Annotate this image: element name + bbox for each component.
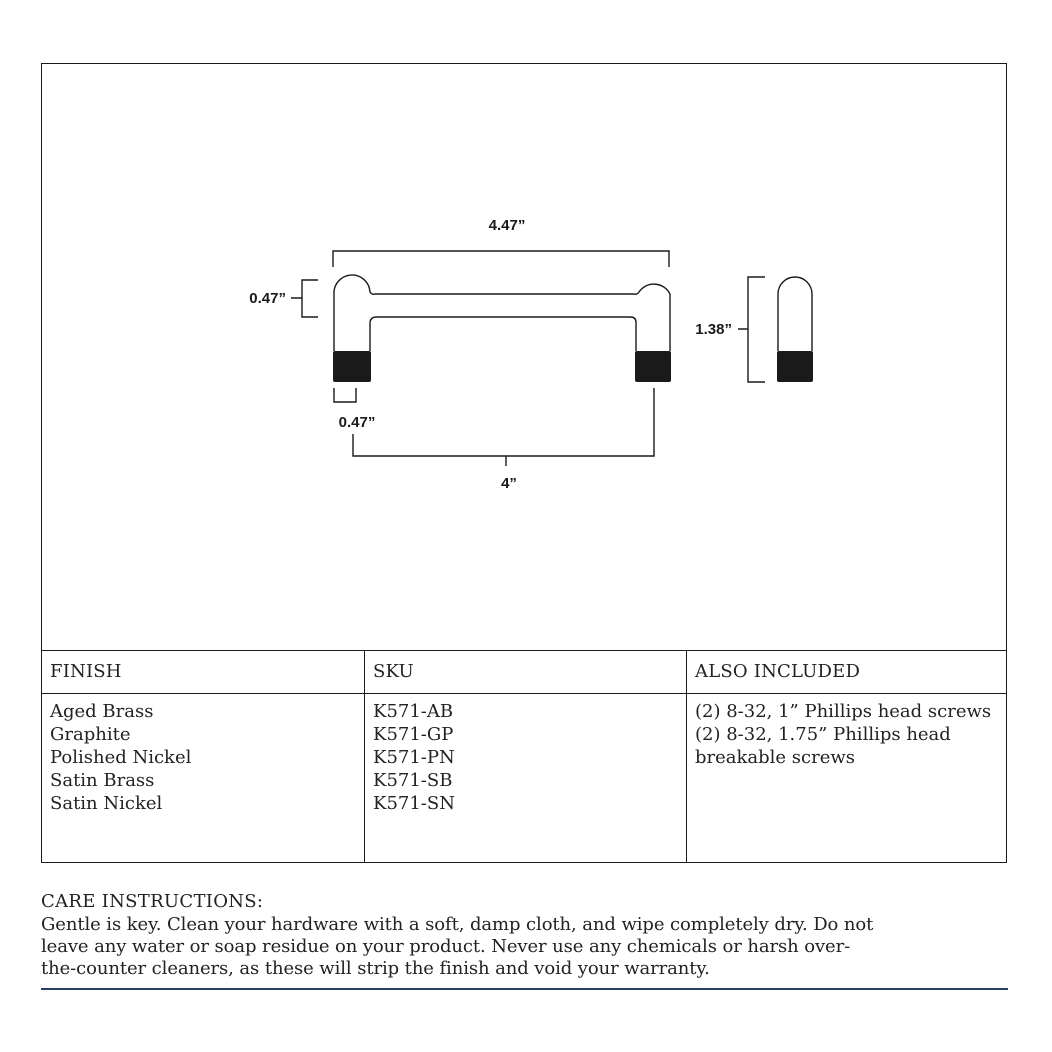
dim-base-bracket bbox=[334, 388, 356, 402]
handle-left-base bbox=[333, 351, 371, 382]
dim-height-label: 1.38” bbox=[695, 321, 732, 338]
sku-column bbox=[364, 651, 686, 863]
sku-item: K571-SN bbox=[373, 793, 455, 814]
handle-side-base bbox=[777, 351, 813, 382]
finish-header: FINISH bbox=[42, 651, 364, 694]
included-header: ALSO INCLUDED bbox=[687, 651, 1006, 694]
dim-overall-label: 4.47” bbox=[488, 217, 526, 234]
dim-width-label: 0.47” bbox=[249, 290, 286, 307]
care-title: CARE INSTRUCTIONS: bbox=[41, 891, 264, 912]
care-text: Gentle is key. Clean your hardware with a soft, damp cloth, and wipe completely dry. Do not leave any water or soap residue on your product. Never use any chemicals or harsh over-the-counter cleaners, as these will strip the finish and void your warranty. bbox=[41, 914, 874, 979]
spec-sheet bbox=[41, 63, 1007, 863]
included-item: (2) 8-32, 1” Phillips head screws bbox=[695, 701, 992, 722]
dim-center-label: 4” bbox=[501, 475, 517, 492]
sku-item: K571-SB bbox=[373, 770, 453, 791]
dim-overall-bracket bbox=[333, 251, 669, 267]
dim-height-bracket bbox=[738, 277, 765, 382]
finish-item: Satin Brass bbox=[50, 770, 155, 791]
spec-table bbox=[42, 650, 1006, 863]
included-item: breakable screws bbox=[695, 747, 856, 768]
dim-width-bracket bbox=[291, 280, 318, 317]
product-drawing bbox=[42, 64, 1006, 650]
finish-item: Polished Nickel bbox=[50, 747, 192, 768]
sku-item: K571-PN bbox=[373, 747, 455, 768]
handle-front-outline bbox=[334, 275, 670, 351]
finish-item: Satin Nickel bbox=[50, 793, 163, 814]
dim-base-label: 0.47” bbox=[338, 414, 376, 431]
footer-rule bbox=[41, 988, 1008, 990]
dim-center-bracket bbox=[353, 388, 654, 466]
finish-column bbox=[42, 651, 364, 863]
included-column bbox=[686, 651, 1006, 863]
handle-right-base bbox=[635, 351, 671, 382]
sku-item: K571-AB bbox=[373, 701, 454, 722]
care-instructions bbox=[41, 891, 1007, 980]
included-item: (2) 8-32, 1.75” Phillips head bbox=[695, 724, 951, 745]
sku-header: SKU bbox=[365, 651, 686, 694]
sku-item: K571-GP bbox=[373, 724, 454, 745]
handle-side-outline bbox=[778, 277, 812, 351]
finish-item: Aged Brass bbox=[50, 701, 154, 722]
finish-item: Graphite bbox=[50, 724, 131, 745]
